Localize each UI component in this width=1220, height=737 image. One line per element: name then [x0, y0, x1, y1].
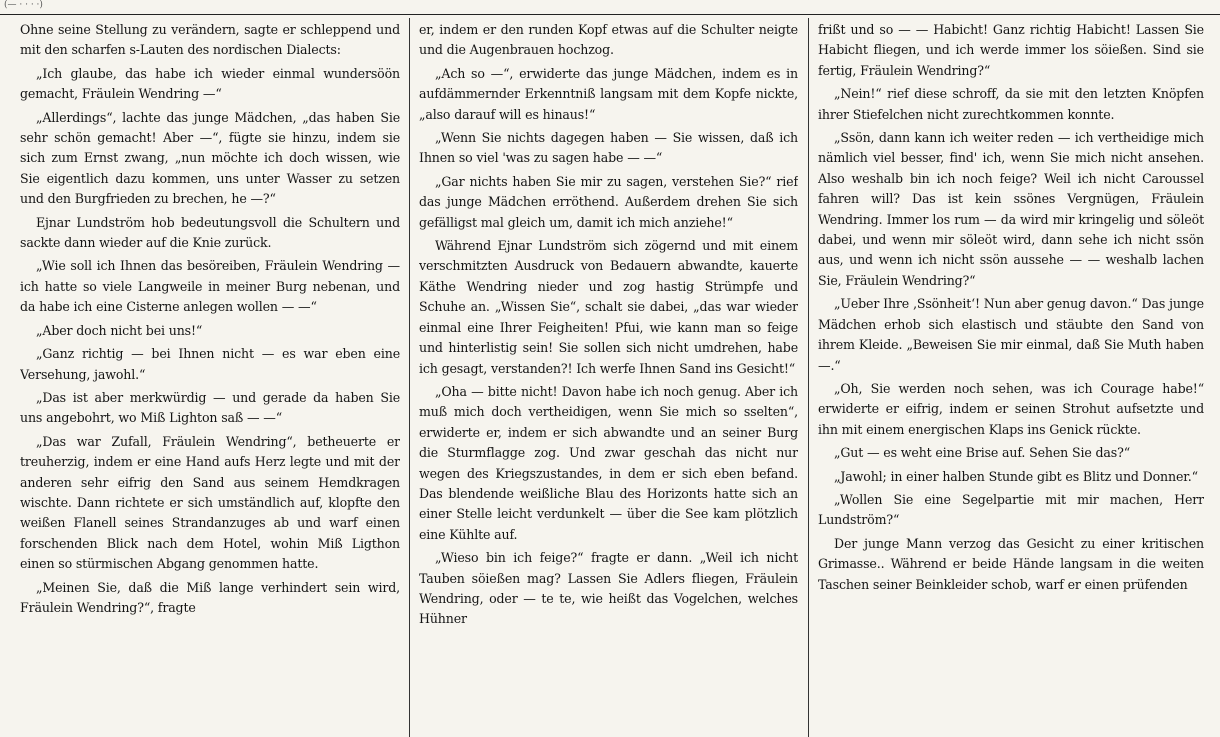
paragraph: „Nein!“ rief diese schroff, da sie mit den letzten Knöpfen ihrer Stiefelchen nicht zurechtkommen konnte.: [818, 86, 1204, 122]
paragraph: Während Ejnar Lundström sich zögernd und mit einem verschmitzten Ausdruck von Bedauern abwandte, kauerte Käthe Wendring nieder und zog hastig Strümpfe und Schuhe an. „Wissen Sie“, schalt sie dabei, „das war wieder einmal eine Ihrer Feigheiten! Pfui, wie kann man so feige und hinterlistig sein! Sie sollen sich nicht umdrehen, habe ich gesagt, verstanden?! Ich werfe Ihnen Sand ins Gesicht!“: [419, 238, 798, 376]
paragraph: „Gut — es weht eine Brise auf. Sehen Sie das?“: [834, 445, 1130, 461]
paragraph: „Das war Zufall, Fräulein Wendring“, betheuerte er treuherzig, indem er eine Hand aufs Herz legte und mit der anderen sehr eifrig den Sand aus seinem Hemdkragen wischte. Dann richtete er sich umständlich auf, klopfte den weißen Flanell seines Strandanzuges ab und warf einen forschenden Blick nach dem Hotel, wohin Miß Ligthon einen so stürmischen Abgang genommen hatte.: [20, 433, 400, 572]
paragraph: „Jawohl; in einer halben Stunde gibt es Blitz und Donner.“: [834, 468, 1198, 484]
paragraph: Ohne seine Stellung zu verändern, sagte er schleppend und mit den scharfen s-Lauten des nordischen Dialects:: [20, 22, 400, 58]
paragraph: „Wollen Sie eine Segelpartie mit mir machen, Herr Lundström?“: [818, 491, 1204, 528]
paragraph: „Ich glaube, das habe ich wieder einmal wundersöön gemacht, Fräulein Wendring —“: [20, 65, 400, 102]
top-rule: [0, 14, 1220, 15]
page-header-fragment: (— · · · ·): [4, 0, 43, 10]
paragraph: Der junge Mann verzog das Gesicht zu einer kritischen Grimasse.. Während er beide Hände langsam in die weiten Taschen seiner Beinkleider schob, warf er einen prüfenden: [818, 535, 1204, 592]
paragraph: „Ganz richtig — bei Ihnen nicht — es war eben eine Versehung, jawohl.“: [20, 346, 400, 382]
paragraph: „Ach so —“, erwiderte das junge Mädchen, indem es in aufdämmernder Erkenntniß langsam mit dem Kopfe nickte, „also darauf will es hinaus!“: [419, 65, 798, 122]
paragraph: Ejnar Lundström hob bedeutungsvoll die Schultern und sackte dann wieder auf die Knie zurück.: [20, 214, 400, 251]
paragraph: „Wenn Sie nichts dagegen haben — Sie wissen, daß ich Ihnen so viel 'was zu sagen habe — —“: [419, 130, 798, 166]
paragraph: frißt und so — — Habicht! Ganz richtig Habicht! Lassen Sie Habicht fliegen, und ich werde immer los söießen. Sind sie fertig, Fräulein Wendring?“: [818, 22, 1204, 78]
paragraph: „Gar nichts haben Sie mir zu sagen, verstehen Sie?“ rief das junge Mädchen erröthend. Außerdem drehen Sie sich gefälligst mal gleich um, damit ich mich anziehe!“: [419, 173, 798, 230]
paragraph: „Oh, Sie werden noch sehen, was ich Courage habe!“ erwiderte er eifrig, indem er seinen Strohut aufsetzte und ihn mit einem energischen Klaps ins Genick rückte.: [818, 380, 1204, 437]
column-divider-1: [409, 18, 410, 737]
paragraph: „Ssön, dann kann ich weiter reden — ich vertheidige mich nämlich viel besser, find' ich, wenn Sie mich nicht ansehen. Also weshalb bin ich noch feige? Weil ich nicht Caroussel fahren will? Das ist kein ssönes Vergnügen, Fräulein Wendring. Immer los rum — da wird mir kringelig und söleöt dabei, und wenn mir söleöt wird, dann sehe ich nicht ssön aus, und wenn ich nicht ssön aussehe — — weshalb lachen Sie, Fräulein Wendring?“: [818, 130, 1204, 288]
paragraph: er, indem er den runden Kopf etwas auf die Schulter neigte und die Augenbrauen hochzog.: [419, 22, 798, 58]
column-divider-2: [808, 18, 809, 737]
paragraph: „Oha — bitte nicht! Davon habe ich noch genug. Aber ich muß mich doch vertheidigen, wenn Sie mich so sselten“, erwiderte er, indem er sich abwandte und an seiner Burg die Sturmflagge zog. Und zwar geschah das nicht nur wegen des Kriegszustandes, in dem er sich eben befand. Das blendende weißliche Blau des Horizonts hatte sich an einer Stelle leicht verdunkelt — über die See kam plötzlich eine Kühlte auf.: [419, 383, 798, 542]
paragraph: „Wie soll ich Ihnen das besöreiben, Fräulein Wendring — ich hatte so viele Langweile in meiner Burg nebenan, und da habe ich eine Cisterne anlegen wollen — —“: [20, 258, 400, 315]
text-column-1: [20, 20, 400, 735]
text-column-2: [419, 20, 798, 735]
paragraph: „Das ist aber merkwürdig — und gerade da haben Sie uns angebohrt, wo Miß Lighton saß — —“: [20, 389, 400, 426]
paragraph: „Meinen Sie, daß die Miß lange verhindert sein wird, Fräulein Wendring?“, fragte: [20, 579, 400, 615]
text-column-3: [818, 20, 1204, 735]
paragraph: „Ueber Ihre ‚Ssönheit‘! Nun aber genug davon.“ Das junge Mädchen erhob sich elastisch und stäubte den Sand von ihrem Kleide. „Beweisen Sie mir einmal, daß Sie Muth haben —.“: [818, 296, 1204, 373]
paragraph: „Allerdings“, lachte das junge Mädchen, „das haben Sie sehr schön gemacht! Aber —“, fügte sie hinzu, indem sie sich zum Ernst zwang, „nun möchte ich doch wissen, wie Sie eigentlich dazu kommen, uns unter Wasser zu setzen und den Burgfrieden zu brechen, he —?“: [20, 109, 400, 207]
paragraph: „Wieso bin ich feige?“ fragte er dann. „Weil ich nicht Tauben söießen mag? Lassen Sie Adlers fliegen, Fräulein Wendring, oder — te te, wie heißt das Vogelchen, welches Hühner: [419, 550, 798, 627]
paragraph: „Aber doch nicht bei uns!“: [36, 322, 203, 338]
